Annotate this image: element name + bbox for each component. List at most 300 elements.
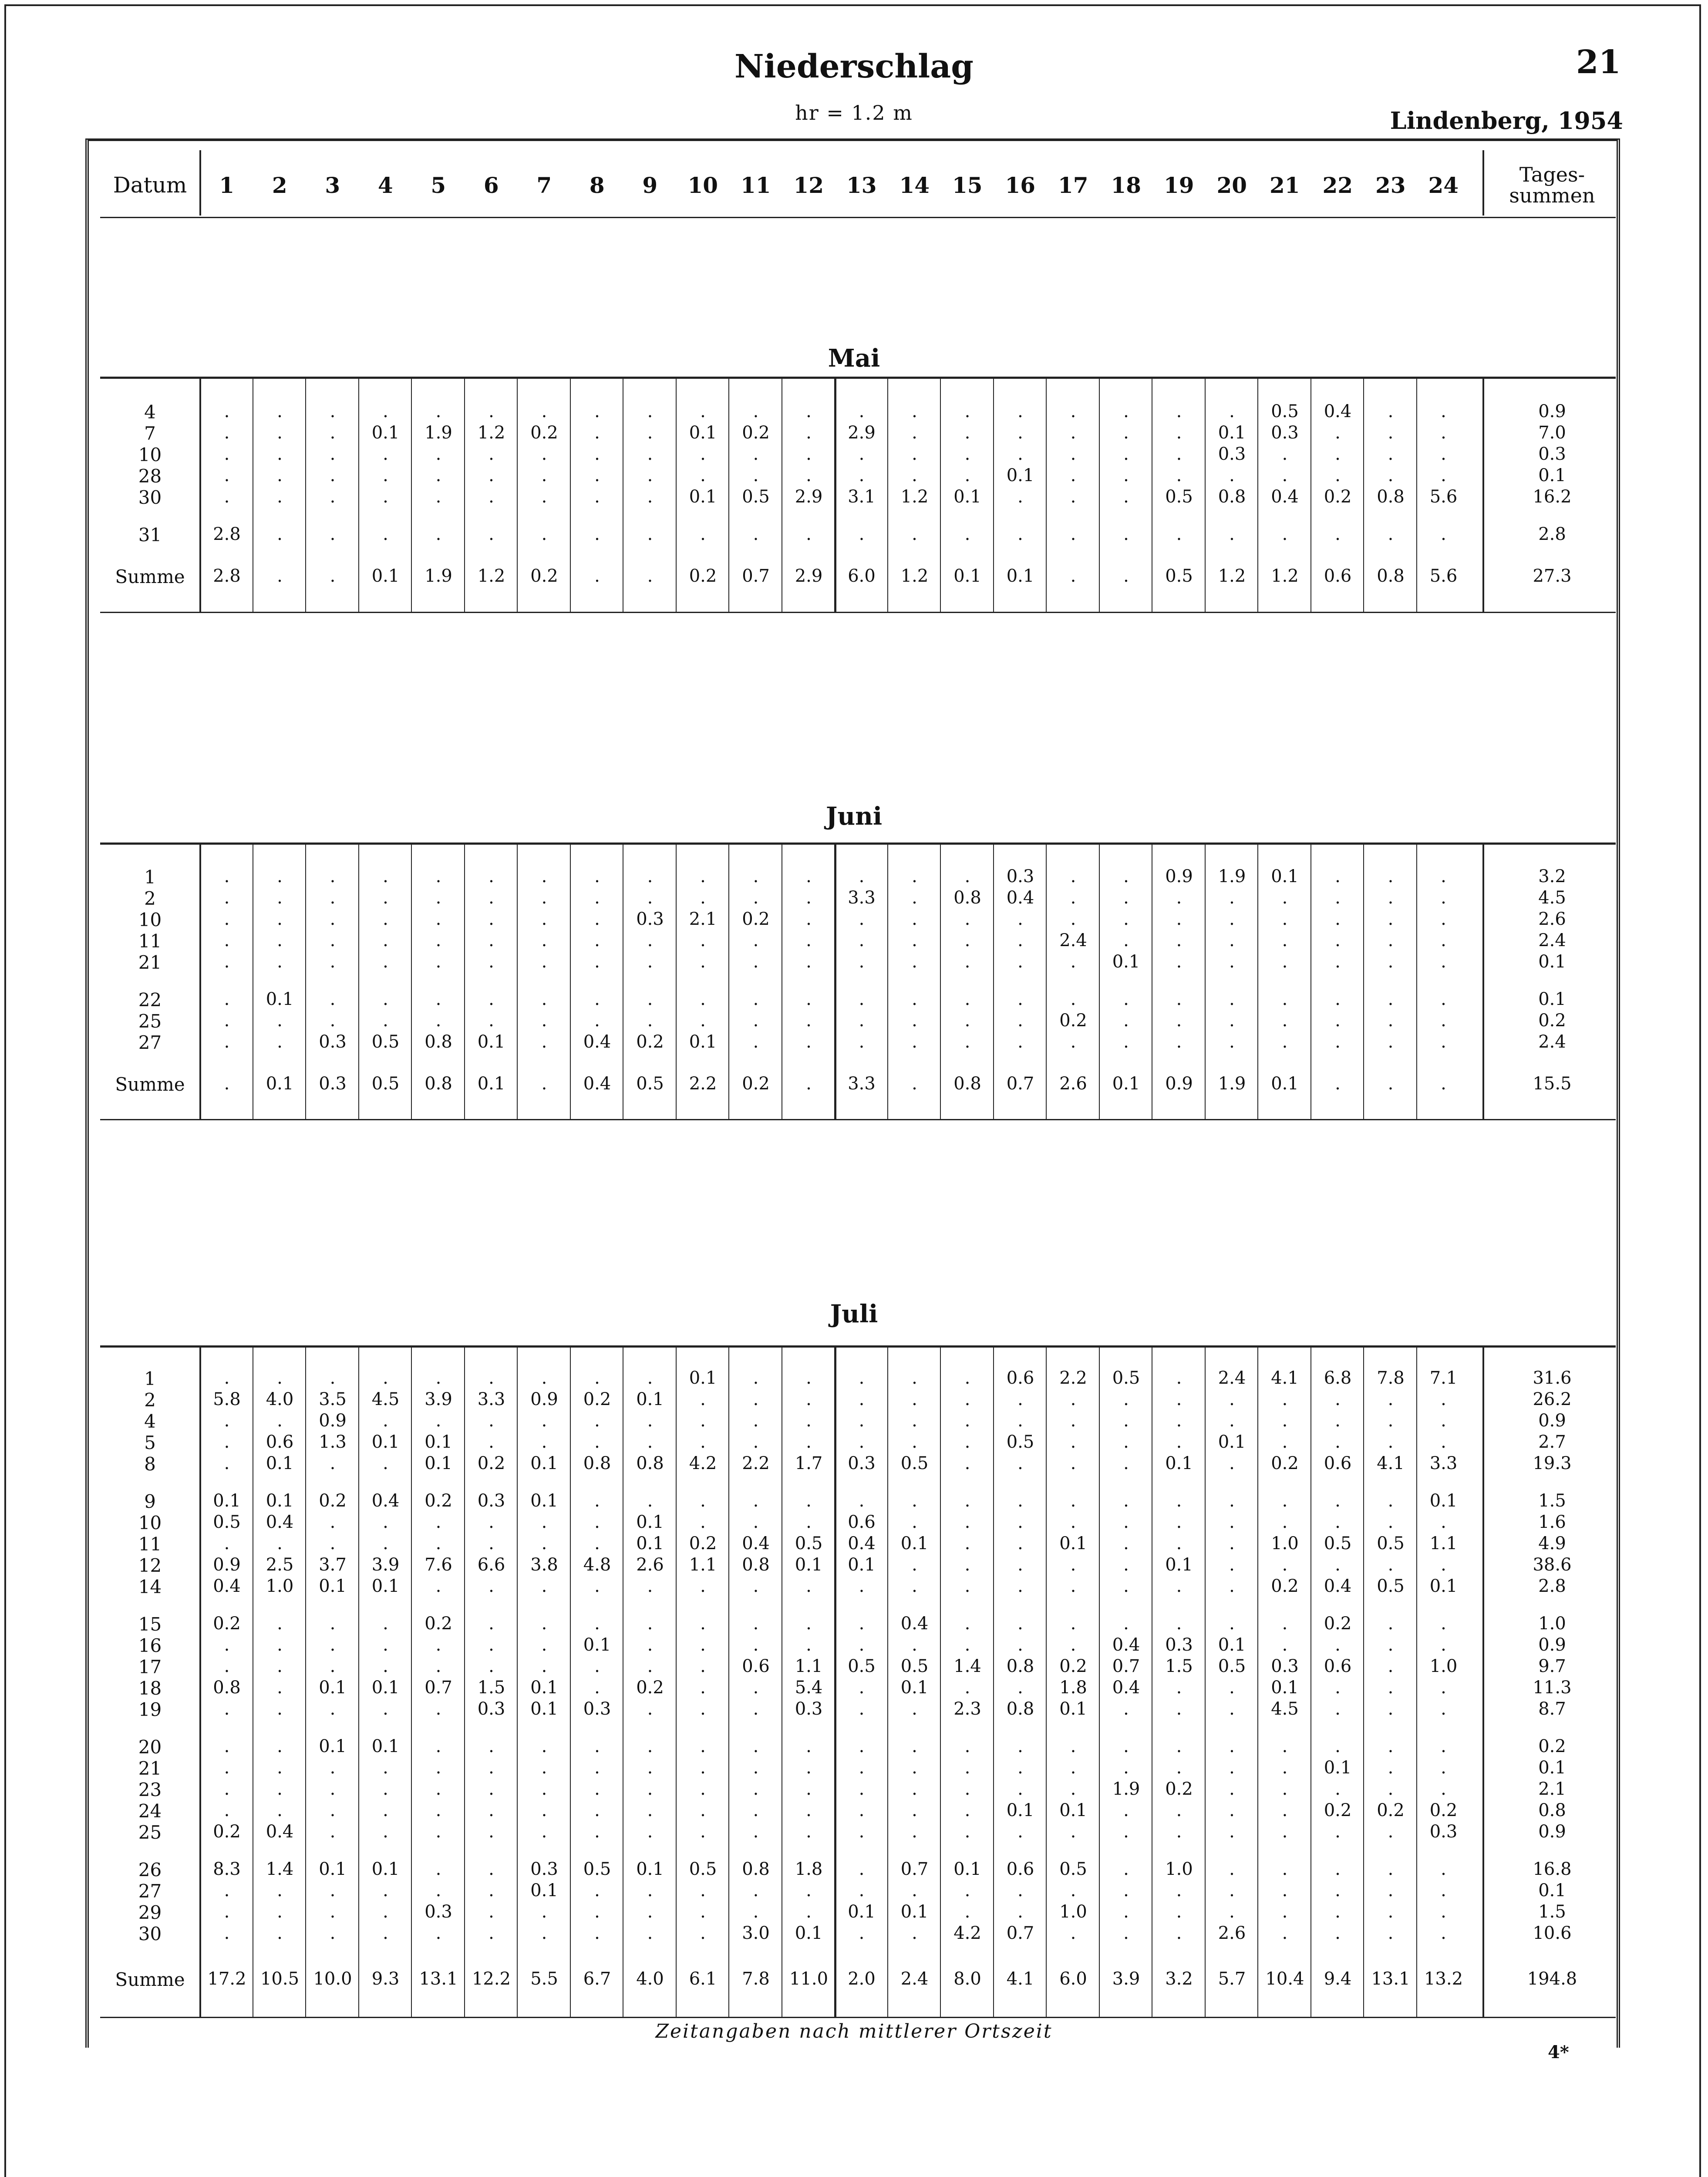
hour-value: . (1388, 1880, 1394, 1901)
hour-value: . (806, 1758, 812, 1778)
hour-value: . (1441, 1736, 1446, 1756)
hour-value: . (541, 1923, 547, 1943)
daily-total: 0.9 (1538, 1822, 1566, 1842)
hour-value: . (859, 1779, 865, 1799)
hour-value: . (330, 1635, 336, 1655)
summe-value: 5.7 (1218, 1969, 1246, 1989)
hour-value: . (488, 1411, 494, 1431)
hour-value: 0.9 (1165, 866, 1193, 886)
hour-value: 1.7 (795, 1453, 823, 1473)
hour-value: . (859, 1411, 865, 1431)
hour-value: . (964, 1453, 970, 1473)
hour-value: . (806, 1779, 812, 1799)
hour-value: . (700, 1432, 706, 1452)
column-header-hour: 2 (272, 172, 287, 198)
hour-value: . (806, 1032, 812, 1052)
hour-value: . (1123, 444, 1129, 464)
hour-value: 1.2 (900, 487, 929, 507)
header-bottom-rule (100, 217, 1616, 218)
hour-value: . (1335, 1491, 1341, 1511)
hour-value: . (541, 1635, 547, 1655)
hour-value: . (1388, 1758, 1394, 1778)
hour-value: 2.3 (953, 1699, 981, 1719)
hour-value: . (753, 989, 759, 1009)
hour-value: . (912, 1800, 917, 1820)
column-header-hour: 3 (325, 172, 340, 198)
hour-value: . (806, 444, 812, 464)
hour-value: . (1123, 1880, 1129, 1901)
hour-value: . (488, 444, 494, 464)
hour-value: 0.3 (848, 1453, 876, 1473)
hour-value: . (1070, 423, 1076, 443)
hour-value: . (1282, 465, 1288, 485)
hour-value: . (435, 989, 441, 1009)
hour-value: . (912, 1368, 917, 1388)
summe-value: 9.4 (1324, 1969, 1352, 1989)
hour-value: . (1176, 1011, 1182, 1031)
row-date: 10 (138, 1512, 162, 1533)
hour-value: . (753, 465, 759, 485)
hour-value: 0.1 (266, 1491, 294, 1511)
hour-value: 1.4 (953, 1656, 981, 1676)
hour-value: . (1017, 1512, 1023, 1532)
station-year: Lindenberg, 1954 (1390, 107, 1623, 135)
hour-value: . (647, 1411, 653, 1431)
hour-value: 2.1 (689, 909, 717, 929)
hour-value: . (1176, 1758, 1182, 1778)
hour-value: . (1176, 1699, 1182, 1719)
summe-value: 2.2 (689, 1074, 717, 1094)
daily-total: 16.8 (1533, 1859, 1572, 1879)
hour-value: 0.5 (1006, 1432, 1034, 1452)
hour-value: . (330, 1822, 336, 1842)
hour-value: . (1123, 401, 1129, 421)
hour-value: . (1335, 888, 1341, 908)
hour-value: 0.5 (1324, 1533, 1352, 1554)
hour-value: . (1335, 1389, 1341, 1409)
hour-value: . (330, 1902, 336, 1922)
section-bottom-rule (100, 2017, 1616, 2018)
hour-value: . (277, 487, 283, 507)
daily-total: 1.5 (1538, 1902, 1566, 1922)
column-header-hour: 15 (952, 172, 983, 198)
hour-value: . (1123, 1032, 1129, 1052)
hour-value: . (383, 952, 388, 972)
hour-value: . (594, 1491, 600, 1511)
hour-value: . (488, 1512, 494, 1532)
row-date: 7 (144, 423, 156, 444)
hour-value: . (435, 1923, 441, 1943)
hour-value: . (1282, 1512, 1288, 1532)
hour-value: . (277, 401, 283, 421)
hour-value: . (1388, 1902, 1394, 1922)
hour-value: . (1441, 952, 1446, 972)
row-date: 10 (138, 909, 162, 930)
row-date: 2 (144, 888, 156, 909)
hour-value: . (1229, 1614, 1235, 1634)
hour-value: . (1441, 1678, 1446, 1698)
summe-value: 0.1 (477, 1074, 505, 1094)
hour-value: 0.1 (319, 1859, 347, 1879)
hour-value: . (1070, 1491, 1076, 1511)
row-date: 9 (144, 1491, 156, 1512)
summe-value: 0.2 (742, 1074, 770, 1094)
hour-value: . (964, 465, 970, 485)
row-date: 4 (144, 1411, 156, 1432)
hour-value: . (435, 1368, 441, 1388)
hour-value: . (1229, 1758, 1235, 1778)
hour-value: . (700, 930, 706, 950)
hour-value: . (1441, 1779, 1446, 1799)
row-date: 22 (138, 989, 162, 1011)
hour-value: . (859, 909, 865, 929)
hour-value: . (1070, 444, 1076, 464)
hour-value: . (1282, 1032, 1288, 1052)
hour-value: . (964, 1533, 970, 1554)
hour-value: . (1176, 1902, 1182, 1922)
summe-value: 0.4 (583, 1074, 611, 1094)
hour-value: . (594, 1512, 600, 1532)
hour-value: . (541, 1576, 547, 1596)
hour-value: . (541, 1614, 547, 1634)
hour-value: 3.3 (848, 888, 876, 908)
hour-value: . (594, 487, 600, 507)
row-date: 28 (138, 465, 162, 487)
hour-value: 0.3 (1006, 866, 1034, 886)
hour-value: . (277, 1880, 283, 1901)
column-header-hour: 17 (1058, 172, 1088, 198)
hour-value: . (753, 1635, 759, 1655)
summe-value: 3.9 (1112, 1969, 1140, 1989)
hour-value: . (330, 1453, 336, 1473)
hour-value: . (1229, 1011, 1235, 1031)
hour-value: . (541, 1512, 547, 1532)
hour-value: 0.4 (1271, 487, 1299, 507)
hour-value: . (1123, 909, 1129, 929)
hour-value: . (594, 888, 600, 908)
hour-value: . (488, 1736, 494, 1756)
hour-value: . (330, 1699, 336, 1719)
hour-value: 0.1 (636, 1859, 664, 1879)
hour-value: . (541, 1368, 547, 1388)
hour-value: . (912, 465, 917, 485)
hour-value: . (330, 1656, 336, 1676)
hour-value: . (435, 952, 441, 972)
hour-value: . (1017, 1032, 1023, 1052)
hour-value: . (1176, 1432, 1182, 1452)
hour-value: . (1441, 1614, 1446, 1634)
hour-value: . (541, 888, 547, 908)
hour-value: . (1229, 465, 1235, 485)
hour-value: . (1123, 989, 1129, 1009)
hour-value: . (1441, 423, 1446, 443)
hour-value: 0.2 (689, 1533, 717, 1554)
hour-value: 0.1 (583, 1635, 611, 1655)
hour-value: . (1123, 1432, 1129, 1452)
hour-value: . (1017, 1011, 1023, 1031)
row-date: 15 (138, 1614, 162, 1635)
hour-value: . (1441, 401, 1446, 421)
hour-value: . (1335, 1923, 1341, 1943)
hour-value: . (1388, 888, 1394, 908)
hour-value: . (964, 1779, 970, 1799)
hour-value: . (859, 444, 865, 464)
hour-value: . (806, 1011, 812, 1031)
hour-value: . (330, 1800, 336, 1820)
hour-value: . (859, 524, 865, 544)
hour-value: . (383, 1822, 388, 1842)
hour-value: 0.2 (742, 423, 770, 443)
summe-value: 7.8 (742, 1969, 770, 1989)
daily-total: 10.6 (1533, 1923, 1572, 1943)
hour-value: . (753, 1779, 759, 1799)
hour-value: 0.8 (636, 1453, 664, 1473)
hour-value: . (859, 930, 865, 950)
hour-value: 1.9 (424, 423, 452, 443)
hour-value: . (647, 1576, 653, 1596)
hour-value: . (330, 952, 336, 972)
summe-value: 0.1 (371, 566, 400, 586)
hour-value: . (1282, 1555, 1288, 1575)
column-header-hour: 13 (846, 172, 877, 198)
hour-value: . (383, 1779, 388, 1799)
hour-value: 3.9 (371, 1555, 400, 1575)
hour-value: . (1282, 524, 1288, 544)
hour-value: 3.3 (1429, 1453, 1458, 1473)
hour-value: . (859, 1699, 865, 1719)
hour-value: 7.8 (1377, 1368, 1405, 1388)
summe-value: 0.5 (636, 1074, 664, 1094)
hour-value: . (1123, 1555, 1129, 1575)
hour-value: . (1335, 524, 1341, 544)
hour-value: . (1123, 1758, 1129, 1778)
summe-value: 0.9 (1165, 1074, 1193, 1094)
hour-value: . (488, 1011, 494, 1031)
hour-value: 0.1 (1429, 1491, 1458, 1511)
hour-value: 0.5 (1377, 1576, 1405, 1596)
hour-value: . (1282, 1822, 1288, 1842)
hour-value: 0.4 (266, 1822, 294, 1842)
hour-value: 0.2 (530, 423, 558, 443)
hour-value: 0.1 (319, 1576, 347, 1596)
column-separator (1482, 842, 1484, 1119)
hour-value: . (806, 1736, 812, 1756)
hour-value: . (383, 909, 388, 929)
hour-value: 0.1 (1429, 1576, 1458, 1596)
hour-value: . (1070, 1736, 1076, 1756)
footer-note: Zeitangaben nach mittlerer Ortszeit (655, 2020, 1053, 2042)
hour-value: . (330, 909, 336, 929)
hour-value: . (964, 1512, 970, 1532)
row-date: 25 (138, 1822, 162, 1843)
daily-total: 0.2 (1538, 1736, 1566, 1756)
row-date: 10 (138, 444, 162, 465)
hour-value: . (753, 866, 759, 886)
summe-value: . (541, 1074, 547, 1094)
hour-value: . (859, 465, 865, 485)
hour-value: 3.9 (424, 1389, 452, 1409)
hour-value: . (224, 1758, 230, 1778)
hour-value: . (277, 465, 283, 485)
hour-value: . (1017, 1491, 1023, 1511)
hour-value: . (1176, 1411, 1182, 1431)
hour-value: 0.1 (1165, 1555, 1193, 1575)
hour-value: . (1282, 1389, 1288, 1409)
hour-value: . (1123, 1614, 1129, 1634)
hour-value: 0.5 (1059, 1859, 1087, 1879)
row-date: 4 (144, 401, 156, 423)
hour-value: . (1441, 1411, 1446, 1431)
hour-value: 0.5 (1377, 1533, 1405, 1554)
hour-value: . (383, 1635, 388, 1655)
hour-value: . (1123, 1800, 1129, 1820)
hour-value: . (277, 1699, 283, 1719)
hour-value: . (488, 1432, 494, 1452)
hour-value: . (1229, 1822, 1235, 1842)
hour-value: . (859, 1032, 865, 1052)
daily-total: 26.2 (1533, 1389, 1572, 1409)
daily-total: 2.4 (1538, 1032, 1566, 1052)
hour-value: . (224, 1880, 230, 1901)
hour-value: . (224, 1032, 230, 1052)
hour-value: . (1335, 1699, 1341, 1719)
hour-value: 4.1 (1377, 1453, 1405, 1473)
hour-value: . (753, 401, 759, 421)
hour-value: . (224, 989, 230, 1009)
hour-value: . (964, 1576, 970, 1596)
hour-value: . (594, 1822, 600, 1842)
hour-value: . (435, 1576, 441, 1596)
hour-value: . (1229, 1859, 1235, 1879)
daily-total: 38.6 (1533, 1555, 1572, 1575)
row-date: 21 (138, 952, 162, 973)
hour-value: 0.2 (213, 1614, 241, 1634)
hour-value: 0.3 (1429, 1822, 1458, 1842)
hour-value: . (488, 1880, 494, 1901)
daily-total: 16.2 (1533, 487, 1572, 507)
hour-value: . (383, 1614, 388, 1634)
summe-value: 1.9 (424, 566, 452, 586)
hour-value: . (753, 444, 759, 464)
hour-value: . (1070, 1923, 1076, 1943)
hour-value: 7.1 (1429, 1368, 1458, 1388)
row-date: 11 (138, 1533, 162, 1555)
hour-value: . (964, 1411, 970, 1431)
hour-value: . (964, 1678, 970, 1698)
hour-value: . (859, 1880, 865, 1901)
daily-total: 4.5 (1538, 888, 1566, 908)
hour-value: 0.1 (266, 989, 294, 1009)
daily-total: 0.1 (1538, 952, 1566, 972)
hour-value: . (594, 1678, 600, 1698)
hour-value: . (1335, 1635, 1341, 1655)
hour-value: 0.8 (953, 888, 981, 908)
hour-value: 0.8 (424, 1032, 452, 1052)
hour-value: . (912, 952, 917, 972)
row-date: 29 (138, 1902, 162, 1923)
hour-value: . (647, 423, 653, 443)
hour-value: 0.1 (530, 1880, 558, 1901)
hour-value: . (383, 444, 388, 464)
hour-value: . (435, 1758, 441, 1778)
hour-value: . (277, 444, 283, 464)
hour-value: . (1388, 1032, 1394, 1052)
hour-value: 0.1 (371, 1736, 400, 1756)
hour-value: . (277, 1032, 283, 1052)
hour-value: . (488, 1758, 494, 1778)
summe-value: 0.1 (1006, 566, 1034, 586)
hour-value: . (1070, 1512, 1076, 1532)
hour-value: . (435, 1533, 441, 1554)
hour-value: . (330, 866, 336, 886)
hour-value: . (1176, 989, 1182, 1009)
row-date: 1 (144, 866, 156, 888)
hour-value: . (594, 866, 600, 886)
hour-value: . (1070, 989, 1076, 1009)
summe-value: 2.0 (848, 1969, 876, 1989)
hour-value: . (277, 524, 283, 544)
hour-value: . (753, 1512, 759, 1532)
hour-value: . (435, 909, 441, 929)
hour-value: . (912, 423, 917, 443)
hour-value: . (1335, 465, 1341, 485)
hour-value: . (541, 1800, 547, 1820)
hour-value: . (594, 1800, 600, 1820)
hour-value: . (1335, 1736, 1341, 1756)
hour-value: . (541, 1822, 547, 1842)
hour-value: . (1123, 866, 1129, 886)
hour-value: 0.1 (636, 1389, 664, 1409)
hour-value: . (700, 1635, 706, 1655)
hour-value: . (488, 930, 494, 950)
hour-value: 3.0 (742, 1923, 770, 1943)
hour-value: . (1388, 524, 1394, 544)
hour-value: . (1229, 1678, 1235, 1698)
hour-value: . (1017, 1736, 1023, 1756)
hour-value: 0.5 (689, 1859, 717, 1879)
hour-value: . (700, 401, 706, 421)
hour-value: 0.2 (319, 1491, 347, 1511)
hour-value: . (1070, 1032, 1076, 1052)
summe-value: 0.8 (1377, 566, 1405, 586)
hour-value: . (277, 930, 283, 950)
daily-total: 0.1 (1538, 465, 1566, 485)
hour-value: . (1282, 1859, 1288, 1879)
hour-value: . (964, 1368, 970, 1388)
summe-value: 6.1 (689, 1969, 717, 1989)
hour-value: 1.4 (266, 1859, 294, 1879)
column-header-hour: 7 (536, 172, 552, 198)
hour-value: . (330, 401, 336, 421)
hour-value: . (277, 1923, 283, 1943)
month-title: Mai (828, 344, 880, 373)
section-top-rule (100, 1345, 1616, 1348)
summe-value: . (647, 566, 653, 586)
summe-value: 4.0 (636, 1969, 664, 1989)
hour-value: . (647, 524, 653, 544)
hour-value: 0.1 (848, 1902, 876, 1922)
hour-value: . (806, 1432, 812, 1452)
row-date: 27 (138, 1880, 162, 1902)
hour-value: . (647, 1656, 653, 1676)
summe-value: 5.6 (1429, 566, 1458, 586)
column-header-hour: 12 (793, 172, 824, 198)
hour-value: 4.1 (1271, 1368, 1299, 1388)
hour-value: . (435, 888, 441, 908)
hour-value: . (330, 1779, 336, 1799)
summe-value: 2.8 (213, 566, 241, 586)
hour-value: . (488, 866, 494, 886)
